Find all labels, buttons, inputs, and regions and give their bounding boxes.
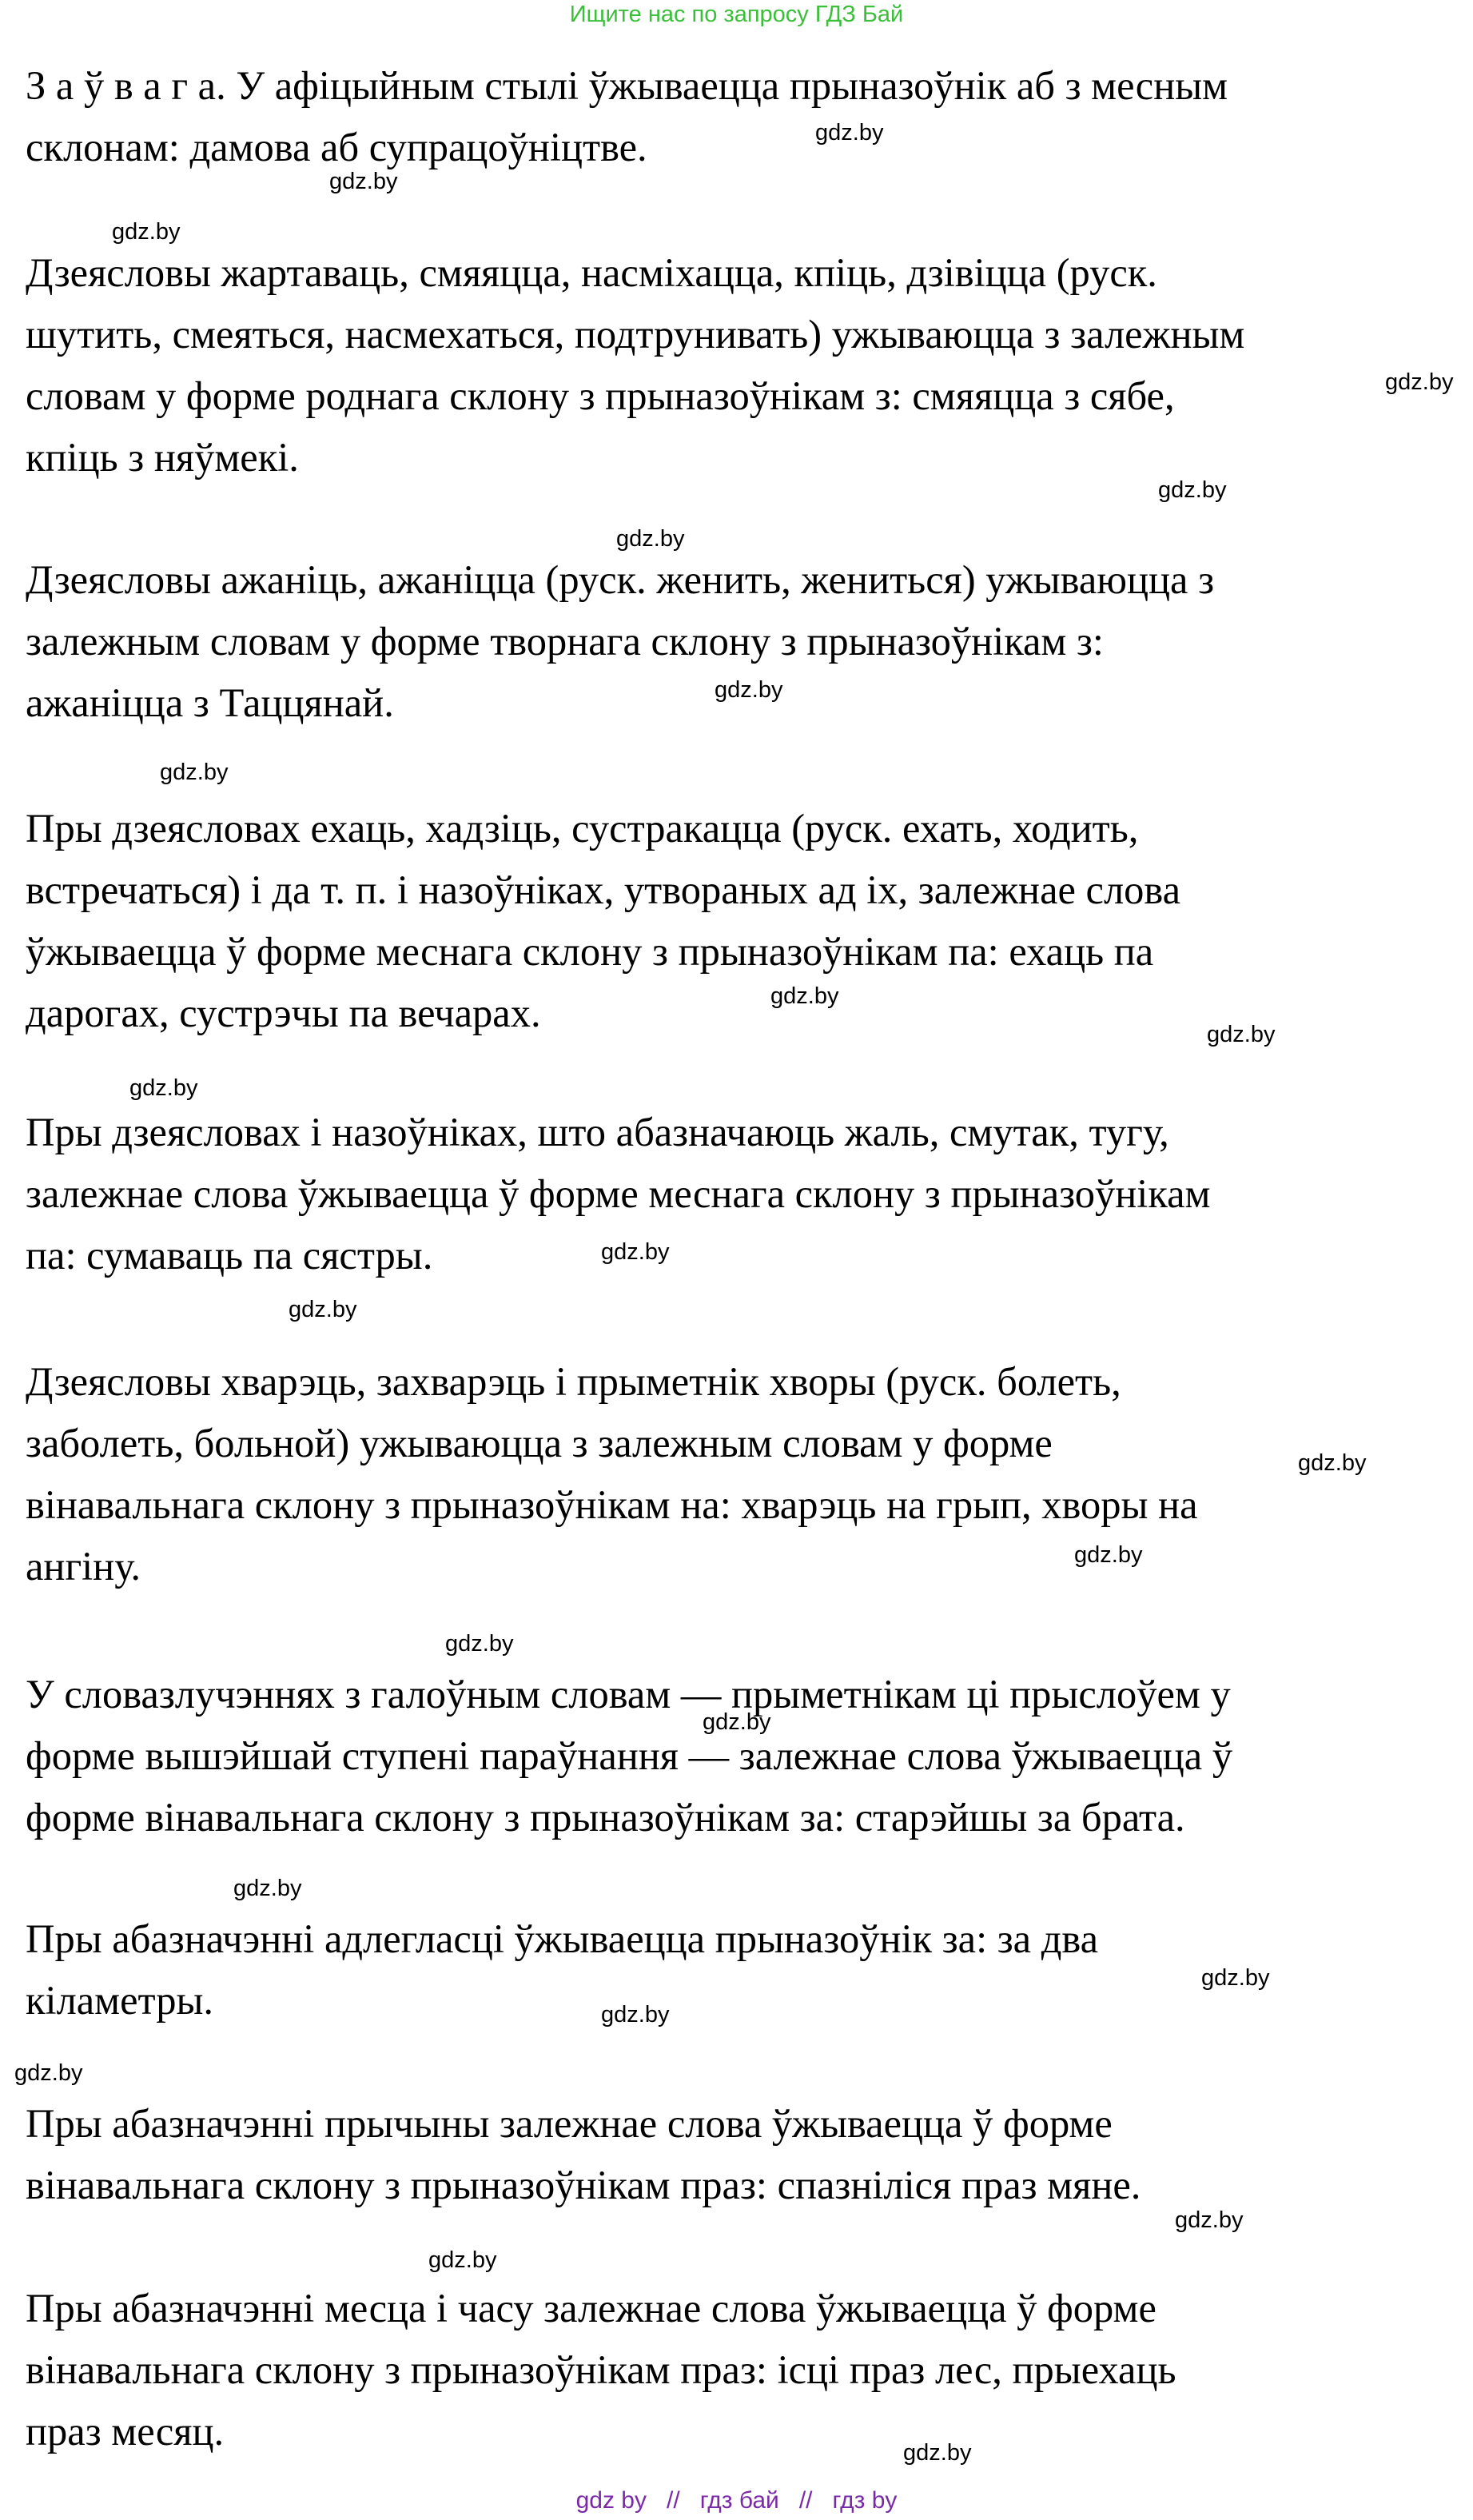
paragraph-comparative bbox=[26, 1664, 1456, 1848]
text-line: Дзеясловы хварэць, захварэць і прыметнік хворы (руск. болеть, bbox=[26, 1359, 1121, 1404]
footer-link-gdz-by[interactable]: gdz by bbox=[575, 2487, 647, 2514]
paragraph-place-time bbox=[26, 2278, 1456, 2462]
text-line: кіламетры. bbox=[26, 1978, 214, 2023]
paragraph-verbs-motion bbox=[26, 798, 1456, 1044]
text-line: Пры дзеясловах і назоўніках, што абазначаюць жаль, смутак, тугу, bbox=[26, 1110, 1169, 1154]
text-line: ажаніцца з Таццянай. bbox=[26, 680, 394, 725]
text-line: У словазлучэннях з галоўным словам — прыметнікам ці прыслоўем у bbox=[26, 1672, 1231, 1717]
watermark: gdz.by bbox=[903, 2440, 972, 2466]
text-line: Дзеясловы жартаваць, смяяцца, насміхацца, кпіць, дзівіцца (руск. bbox=[26, 250, 1157, 295]
text-line: ўжываецца ў форме меснага склону з прыназоўнікам па: ехаць па bbox=[26, 929, 1154, 974]
text-line: Дзеясловы ажаніць, ажаніцца (руск. женить, жениться) ужываюцца з bbox=[26, 557, 1215, 602]
footer-link-gdz-by-2[interactable]: гдз by bbox=[832, 2487, 898, 2514]
text-line: па: сумаваць па сястры. bbox=[26, 1233, 433, 1278]
footer-separator: // bbox=[667, 2487, 680, 2514]
paragraph-verbs-mockery bbox=[26, 242, 1456, 488]
footer-link-gdz-bai[interactable]: гдз бай bbox=[699, 2487, 779, 2514]
text-line: заболеть, больной) ужываюцца з залежным словам у форме bbox=[26, 1421, 1053, 1465]
footer-separator: // bbox=[798, 2487, 813, 2514]
text-line: праз месяц. bbox=[26, 2409, 225, 2454]
text-line: Пры дзеясловах ехаць, хадзіць, сустракацца (руск. ехать, ходить, bbox=[26, 806, 1139, 851]
text-line: залежным словам у форме творнага склону з прыназоўнікам з: bbox=[26, 619, 1104, 664]
watermark: gdz.by bbox=[715, 677, 783, 703]
watermark: gdz.by bbox=[1158, 477, 1227, 503]
text-line: вінавальнага склону з прыназоўнікам праз: спазніліся праз мяне. bbox=[26, 2163, 1141, 2207]
text-line: словам у форме роднага склону з прыназоўнікам з: смяяцца з сябе, bbox=[26, 373, 1175, 418]
text-line: Пры абазначэнні прычыны залежнае слова ўжываецца ў форме bbox=[26, 2101, 1113, 2146]
watermark: gdz.by bbox=[14, 2060, 83, 2086]
watermark: gdz.by bbox=[428, 2247, 497, 2273]
watermark: gdz.by bbox=[1298, 1450, 1367, 1476]
text-line: ангіну. bbox=[26, 1544, 141, 1589]
watermark: gdz.by bbox=[289, 1297, 357, 1322]
text-line: залежнае слова ўжываецца ў форме меснага склону з прыназоўнікам bbox=[26, 1171, 1211, 1216]
text-line: кпіць з няўмекі. bbox=[26, 435, 299, 480]
text-line: Пры абазначэнні месца і часу залежнае слова ўжываецца ў форме bbox=[26, 2286, 1157, 2331]
watermark: gdz.by bbox=[329, 169, 398, 194]
watermark: gdz.by bbox=[112, 219, 181, 245]
watermark: gdz.by bbox=[129, 1075, 198, 1101]
watermark: gdz.by bbox=[601, 1239, 670, 1265]
watermark: gdz.by bbox=[703, 1709, 771, 1735]
watermark: gdz.by bbox=[770, 983, 839, 1009]
watermark: gdz.by bbox=[1074, 1542, 1143, 1568]
watermark: gdz.by bbox=[233, 1876, 302, 1901]
text-line: форме вінавальнага склону з прыназоўнікам за: старэйшы за брата. bbox=[26, 1795, 1185, 1840]
text-line: дарогах, сустрэчы па вечарах. bbox=[26, 991, 541, 1035]
watermark: gdz.by bbox=[1207, 1022, 1276, 1047]
paragraph-cause bbox=[26, 2093, 1456, 2216]
text-line: встречаться) і да т. п. і назоўніках, утвораных ад іх, залежнае слова bbox=[26, 867, 1180, 912]
text-line: форме вышэйшай ступені параўнання — залежнае слова ўжываецца ў bbox=[26, 1733, 1233, 1778]
watermark: gdz.by bbox=[1175, 2207, 1244, 2233]
text-line: шутить, смеяться, насмехаться, подтрунивать) ужываюцца з залежным bbox=[26, 312, 1245, 357]
paragraph-verbs-illness bbox=[26, 1351, 1456, 1597]
watermark: gdz.by bbox=[815, 120, 884, 146]
paragraph-note bbox=[26, 55, 1456, 178]
watermark: gdz.by bbox=[1201, 1965, 1270, 1991]
paragraph-verbs-sorrow bbox=[26, 1102, 1456, 1286]
watermark: gdz.by bbox=[601, 2002, 670, 2028]
text-line: вінавальнага склону з прыназоўнікам праз: ісці праз лес, прыехаць bbox=[26, 2347, 1176, 2392]
text-line: склонам: дамова аб супрацоўніцтве. bbox=[26, 125, 647, 169]
watermark: gdz.by bbox=[616, 526, 685, 552]
header-search-hint-link[interactable]: Ищите нас по запросу ГДЗ Бай bbox=[569, 2, 904, 27]
watermark: gdz.by bbox=[160, 760, 229, 785]
footer-links bbox=[0, 2485, 1473, 2517]
paragraph-verbs-marry bbox=[26, 549, 1456, 734]
text-line: вінавальнага склону з прыназоўнікам на: хварэць на грып, хворы на bbox=[26, 1482, 1198, 1527]
text-line: Пры абазначэнні адлегласці ўжываецца прыназоўнік за: за два bbox=[26, 1916, 1098, 1961]
text-line: З а ў в а г а. У афіцыйным стылі ўжываецца прыназоўнік аб з месным bbox=[26, 63, 1228, 108]
watermark: gdz.by bbox=[1385, 369, 1454, 395]
watermark: gdz.by bbox=[445, 1631, 514, 1657]
